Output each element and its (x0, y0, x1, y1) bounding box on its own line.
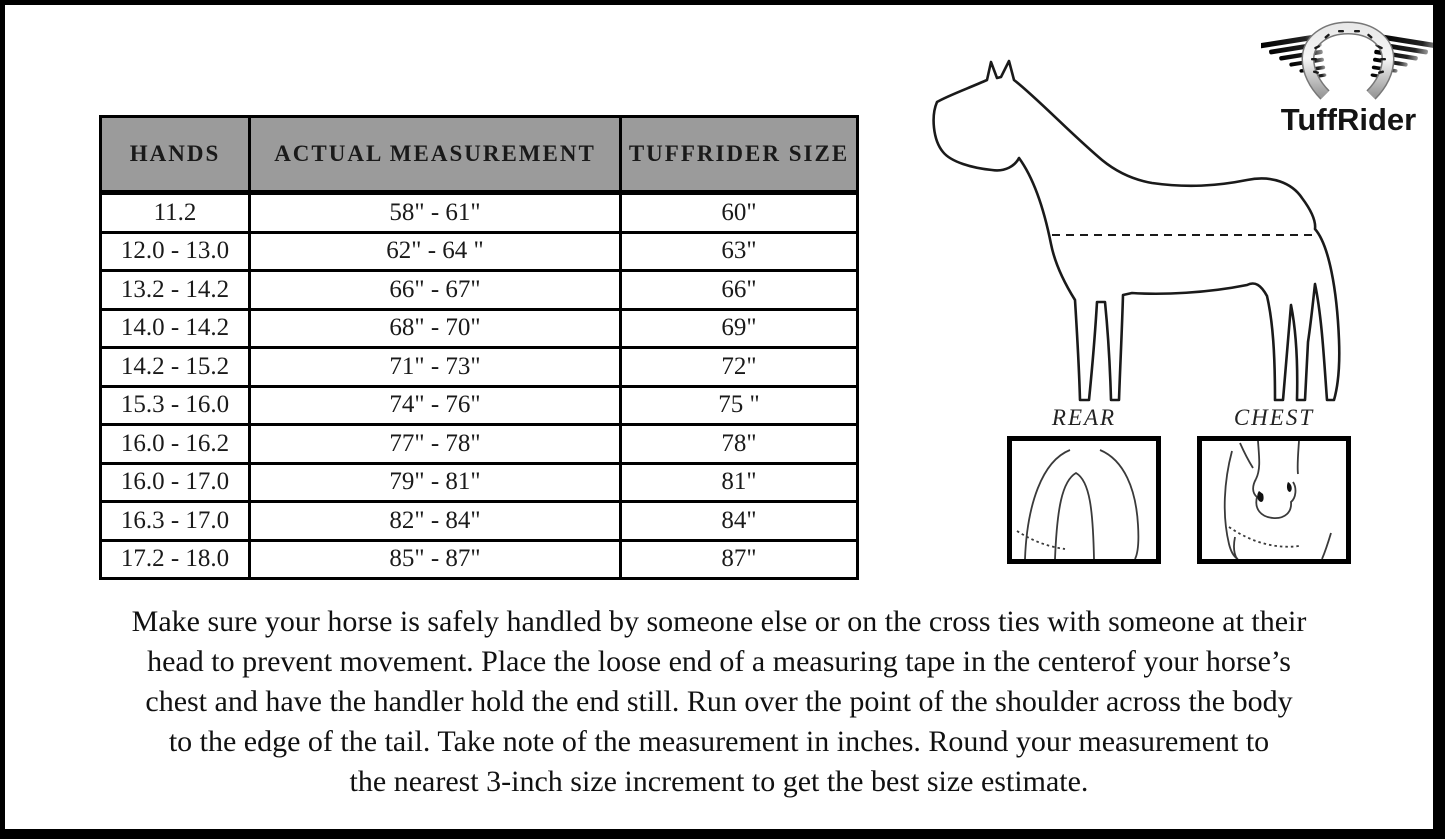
table-cell: 77" - 78" (250, 425, 621, 464)
chest-view-icon (1202, 441, 1346, 559)
column-header-actual-measurement: ACTUAL MEASUREMENT (250, 117, 621, 193)
rear-view-icon (1012, 441, 1156, 559)
instructions-line: head to prevent movement. Place the loose end of a measuring tape in the centerof your horse’s (147, 645, 1291, 678)
instructions-line: Make sure your horse is safely handled by someone else or on the cross ties with someone at their (131, 605, 1307, 638)
size-table-body (101, 193, 858, 579)
table-row (101, 463, 858, 502)
table-cell: 84" (621, 502, 858, 541)
table-cell: 66" (621, 271, 858, 310)
table-cell: 74" - 76" (250, 386, 621, 425)
column-header-tuffrider-size: TUFFRIDER SIZE (621, 117, 858, 193)
table-cell: 79" - 81" (250, 463, 621, 502)
table-header-row (101, 117, 858, 193)
rear-view-box (1007, 436, 1161, 564)
size-table (99, 115, 859, 580)
chest-view-box (1197, 436, 1351, 564)
horse-outline-icon (917, 50, 1347, 405)
table-cell: 82" - 84" (250, 502, 621, 541)
instructions-line: the nearest 3-inch size increment to get the best size estimate. (349, 765, 1089, 798)
table-cell: 85" - 87" (250, 540, 621, 579)
brand-name: TuffRider (1280, 102, 1417, 137)
table-row (101, 425, 858, 464)
table-row (101, 502, 858, 541)
table-cell: 14.2 - 15.2 (101, 348, 250, 387)
table-cell: 14.0 - 14.2 (101, 309, 250, 348)
table-row (101, 271, 858, 310)
table-cell: 16.0 - 16.2 (101, 425, 250, 464)
table-cell: 66" - 67" (250, 271, 621, 310)
table-cell: 75 " (621, 386, 858, 425)
table-row (101, 193, 858, 233)
table-row (101, 540, 858, 579)
instructions-line: to the edge of the tail. Take note of the measurement in inches. Round your measurement to (168, 725, 1270, 758)
table-cell: 11.2 (101, 193, 250, 233)
rear-label: REAR (1051, 405, 1117, 430)
table-cell: 71" - 73" (250, 348, 621, 387)
horse-figure (917, 50, 1347, 410)
table-cell: 69" (621, 309, 858, 348)
table-row (101, 309, 858, 348)
table-cell: 87" (621, 540, 858, 579)
table-cell: 63" (621, 232, 858, 271)
table-cell: 16.0 - 17.0 (101, 463, 250, 502)
column-header-hands: HANDS (101, 117, 250, 193)
table-row (101, 232, 858, 271)
instructions-line: chest and have the handler hold the end still. Run over the point of the shoulder across the body (145, 685, 1293, 718)
table-cell: 62" - 64 " (250, 232, 621, 271)
table-cell: 68" - 70" (250, 309, 621, 348)
table-cell: 12.0 - 13.0 (101, 232, 250, 271)
table-cell: 58" - 61" (250, 193, 621, 233)
table-cell: 60" (621, 193, 858, 233)
measuring-instructions (33, 602, 1405, 802)
table-cell: 13.2 - 14.2 (101, 271, 250, 310)
chest-label: CHEST (1233, 405, 1315, 430)
table-cell: 72" (621, 348, 858, 387)
table-cell: 78" (621, 425, 858, 464)
table-cell: 15.3 - 16.0 (101, 386, 250, 425)
table-cell: 16.3 - 17.0 (101, 502, 250, 541)
table-cell: 81" (621, 463, 858, 502)
table-row (101, 348, 858, 387)
table-row (101, 386, 858, 425)
table-cell: 17.2 - 18.0 (101, 540, 250, 579)
